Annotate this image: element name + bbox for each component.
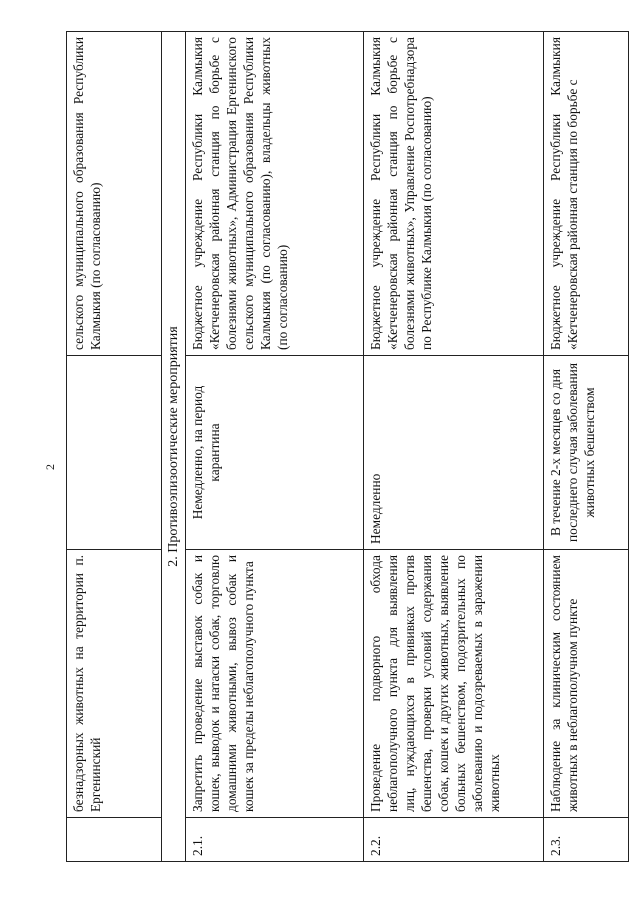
term-cell: Немедленно [364, 356, 544, 550]
table-row-continued [67, 32, 162, 862]
responsible-cell: Бюджетное учреждение Республики Калмыкия «Кетченеровская районная станция по борьбе с болезнями животных», Администрация Ергенинского сельского муниципального образования Республики Калмыкия (по согласованию), владельцы животных (по согласованию) [186, 32, 364, 356]
rotated-table-wrapper [66, 32, 626, 862]
row-number-cell: 2.2. [364, 818, 544, 862]
measure-cell: безнадзорных животных на территории п. Ергенинский [67, 550, 162, 818]
measure-cell: Проведение подворного обхода неблагополучного пункта для выявления лиц, нуждающихся в прививках против бешенства, проверки условий содержания собак, кошек и других животных, выявление больных бешенством, подозрительных по заболеванию и подозреваемых в заражении животных [364, 550, 544, 818]
row-number-cell [67, 818, 162, 862]
responsible-cell: Бюджетное учреждение Республики Калмыкия «Кетченеровская районная станция по борьбе с [544, 32, 629, 356]
section-title: 2. Противоэпизоотические мероприятия [162, 32, 186, 862]
responsible-cell: Бюджетное учреждение Республики Калмыкия «Кетченеровская районная станция по борьбе с болезнями животных», Управление Роспотребнадзора по Республике Калмыкия (по согласованию) [364, 32, 544, 356]
table-row-section [162, 32, 186, 862]
row-number-cell: 2.1. [186, 818, 364, 862]
page-number: 2 [43, 464, 57, 470]
measures-table [66, 31, 629, 862]
row-number-cell: 2.3. [544, 818, 629, 862]
measure-cell: Наблюдение за клиническим состоянием животных в неблагополучном пункте [544, 550, 629, 818]
table-row [544, 32, 629, 862]
table-row [364, 32, 544, 862]
table-row [186, 32, 364, 862]
responsible-cell: сельского муниципального образования Республики Калмыкия (по согласованию) [67, 32, 162, 356]
measure-cell: Запретить проведение выставок собак и кошек, выводок и натаски собак, торговлю домашними животными, вывоз собак и кошек за пределы неблагополучного пункта [186, 550, 364, 818]
term-cell [67, 356, 162, 550]
term-cell: В течение 2-х месяцев со дня последнего случая заболевания животных бешенством [544, 356, 629, 550]
term-cell: Немедленно, на период карантина [186, 356, 364, 550]
